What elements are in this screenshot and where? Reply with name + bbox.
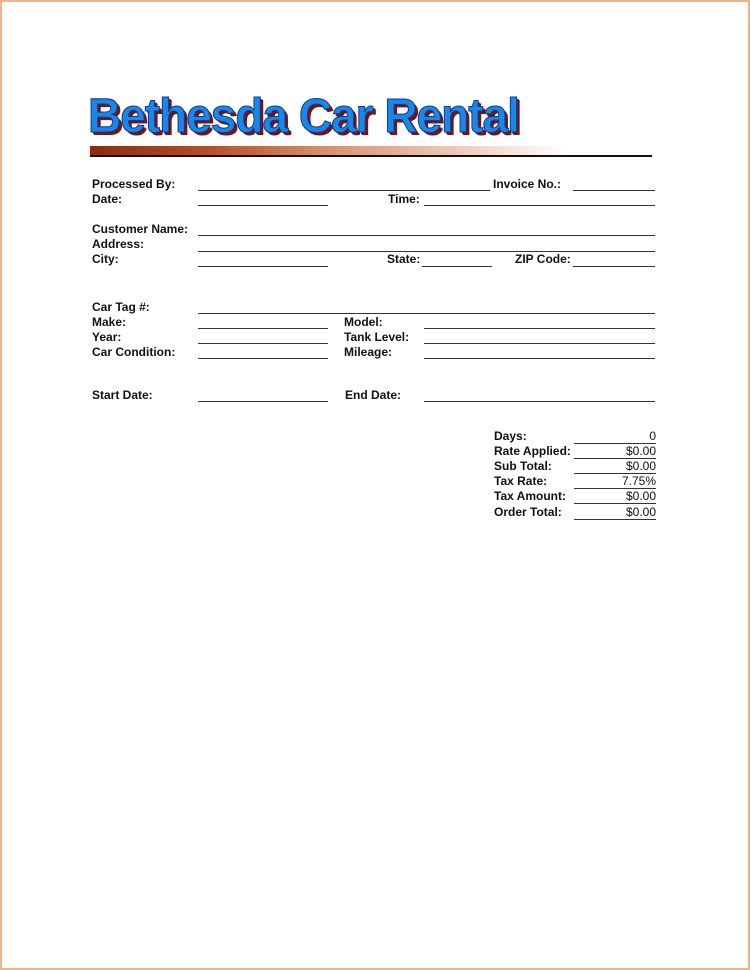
year-label: Year:: [92, 330, 122, 344]
state-field[interactable]: [422, 266, 492, 267]
start-date-label: Start Date:: [92, 388, 153, 402]
zip-code-label: ZIP Code:: [515, 252, 571, 266]
time-field[interactable]: [424, 205, 655, 206]
car-tag-label: Car Tag #:: [92, 300, 150, 314]
make-label: Make:: [92, 315, 127, 329]
car-condition-field[interactable]: [198, 358, 328, 359]
tank-level-field[interactable]: [424, 343, 655, 344]
model-field[interactable]: [424, 328, 655, 329]
make-field[interactable]: [198, 328, 328, 329]
tax-amount-value: $0.00: [574, 489, 656, 504]
date-field[interactable]: [198, 205, 328, 206]
city-field[interactable]: [198, 266, 328, 267]
title-underline: [90, 155, 652, 157]
days-label: Days:: [494, 429, 527, 443]
rate-applied-label: Rate Applied:: [494, 444, 571, 458]
car-condition-label: Car Condition:: [92, 345, 176, 359]
processed-by-label: Processed By:: [92, 177, 176, 191]
end-date-field[interactable]: [424, 401, 655, 402]
tax-rate-value: 7.75%: [574, 474, 656, 489]
state-label: State:: [387, 252, 421, 266]
car-tag-field[interactable]: [198, 313, 655, 314]
title-gradient-bar: [90, 146, 650, 155]
invoice-no-field[interactable]: [573, 190, 655, 191]
rate-applied-value: $0.00: [574, 444, 656, 459]
sub-total-label: Sub Total:: [494, 459, 552, 473]
order-total-label: Order Total:: [494, 505, 562, 519]
customer-name-field[interactable]: [198, 235, 655, 236]
model-label: Model:: [344, 315, 383, 329]
invoice-no-label: Invoice No.:: [493, 177, 562, 191]
end-date-label: End Date:: [345, 388, 402, 402]
sub-total-value: $0.00: [574, 459, 656, 474]
mileage-label: Mileage:: [344, 345, 393, 359]
address-field[interactable]: [198, 251, 655, 252]
year-field[interactable]: [198, 343, 328, 344]
tank-level-label: Tank Level:: [344, 330, 410, 344]
processed-by-field[interactable]: [198, 190, 490, 191]
customer-name-label: Customer Name:: [92, 222, 189, 236]
start-date-field[interactable]: [198, 401, 328, 402]
tax-rate-label: Tax Rate:: [494, 474, 548, 488]
document-title: Bethesda Car Rental: [88, 87, 519, 143]
tax-amount-label: Tax Amount:: [494, 489, 566, 503]
order-total-value: $0.00: [574, 505, 656, 520]
city-label: City:: [92, 252, 119, 266]
time-label: Time:: [388, 192, 420, 206]
days-value: 0: [574, 429, 656, 444]
date-label: Date:: [92, 192, 123, 206]
address-label: Address:: [92, 237, 145, 251]
zip-code-field[interactable]: [573, 266, 655, 267]
mileage-field[interactable]: [424, 358, 655, 359]
